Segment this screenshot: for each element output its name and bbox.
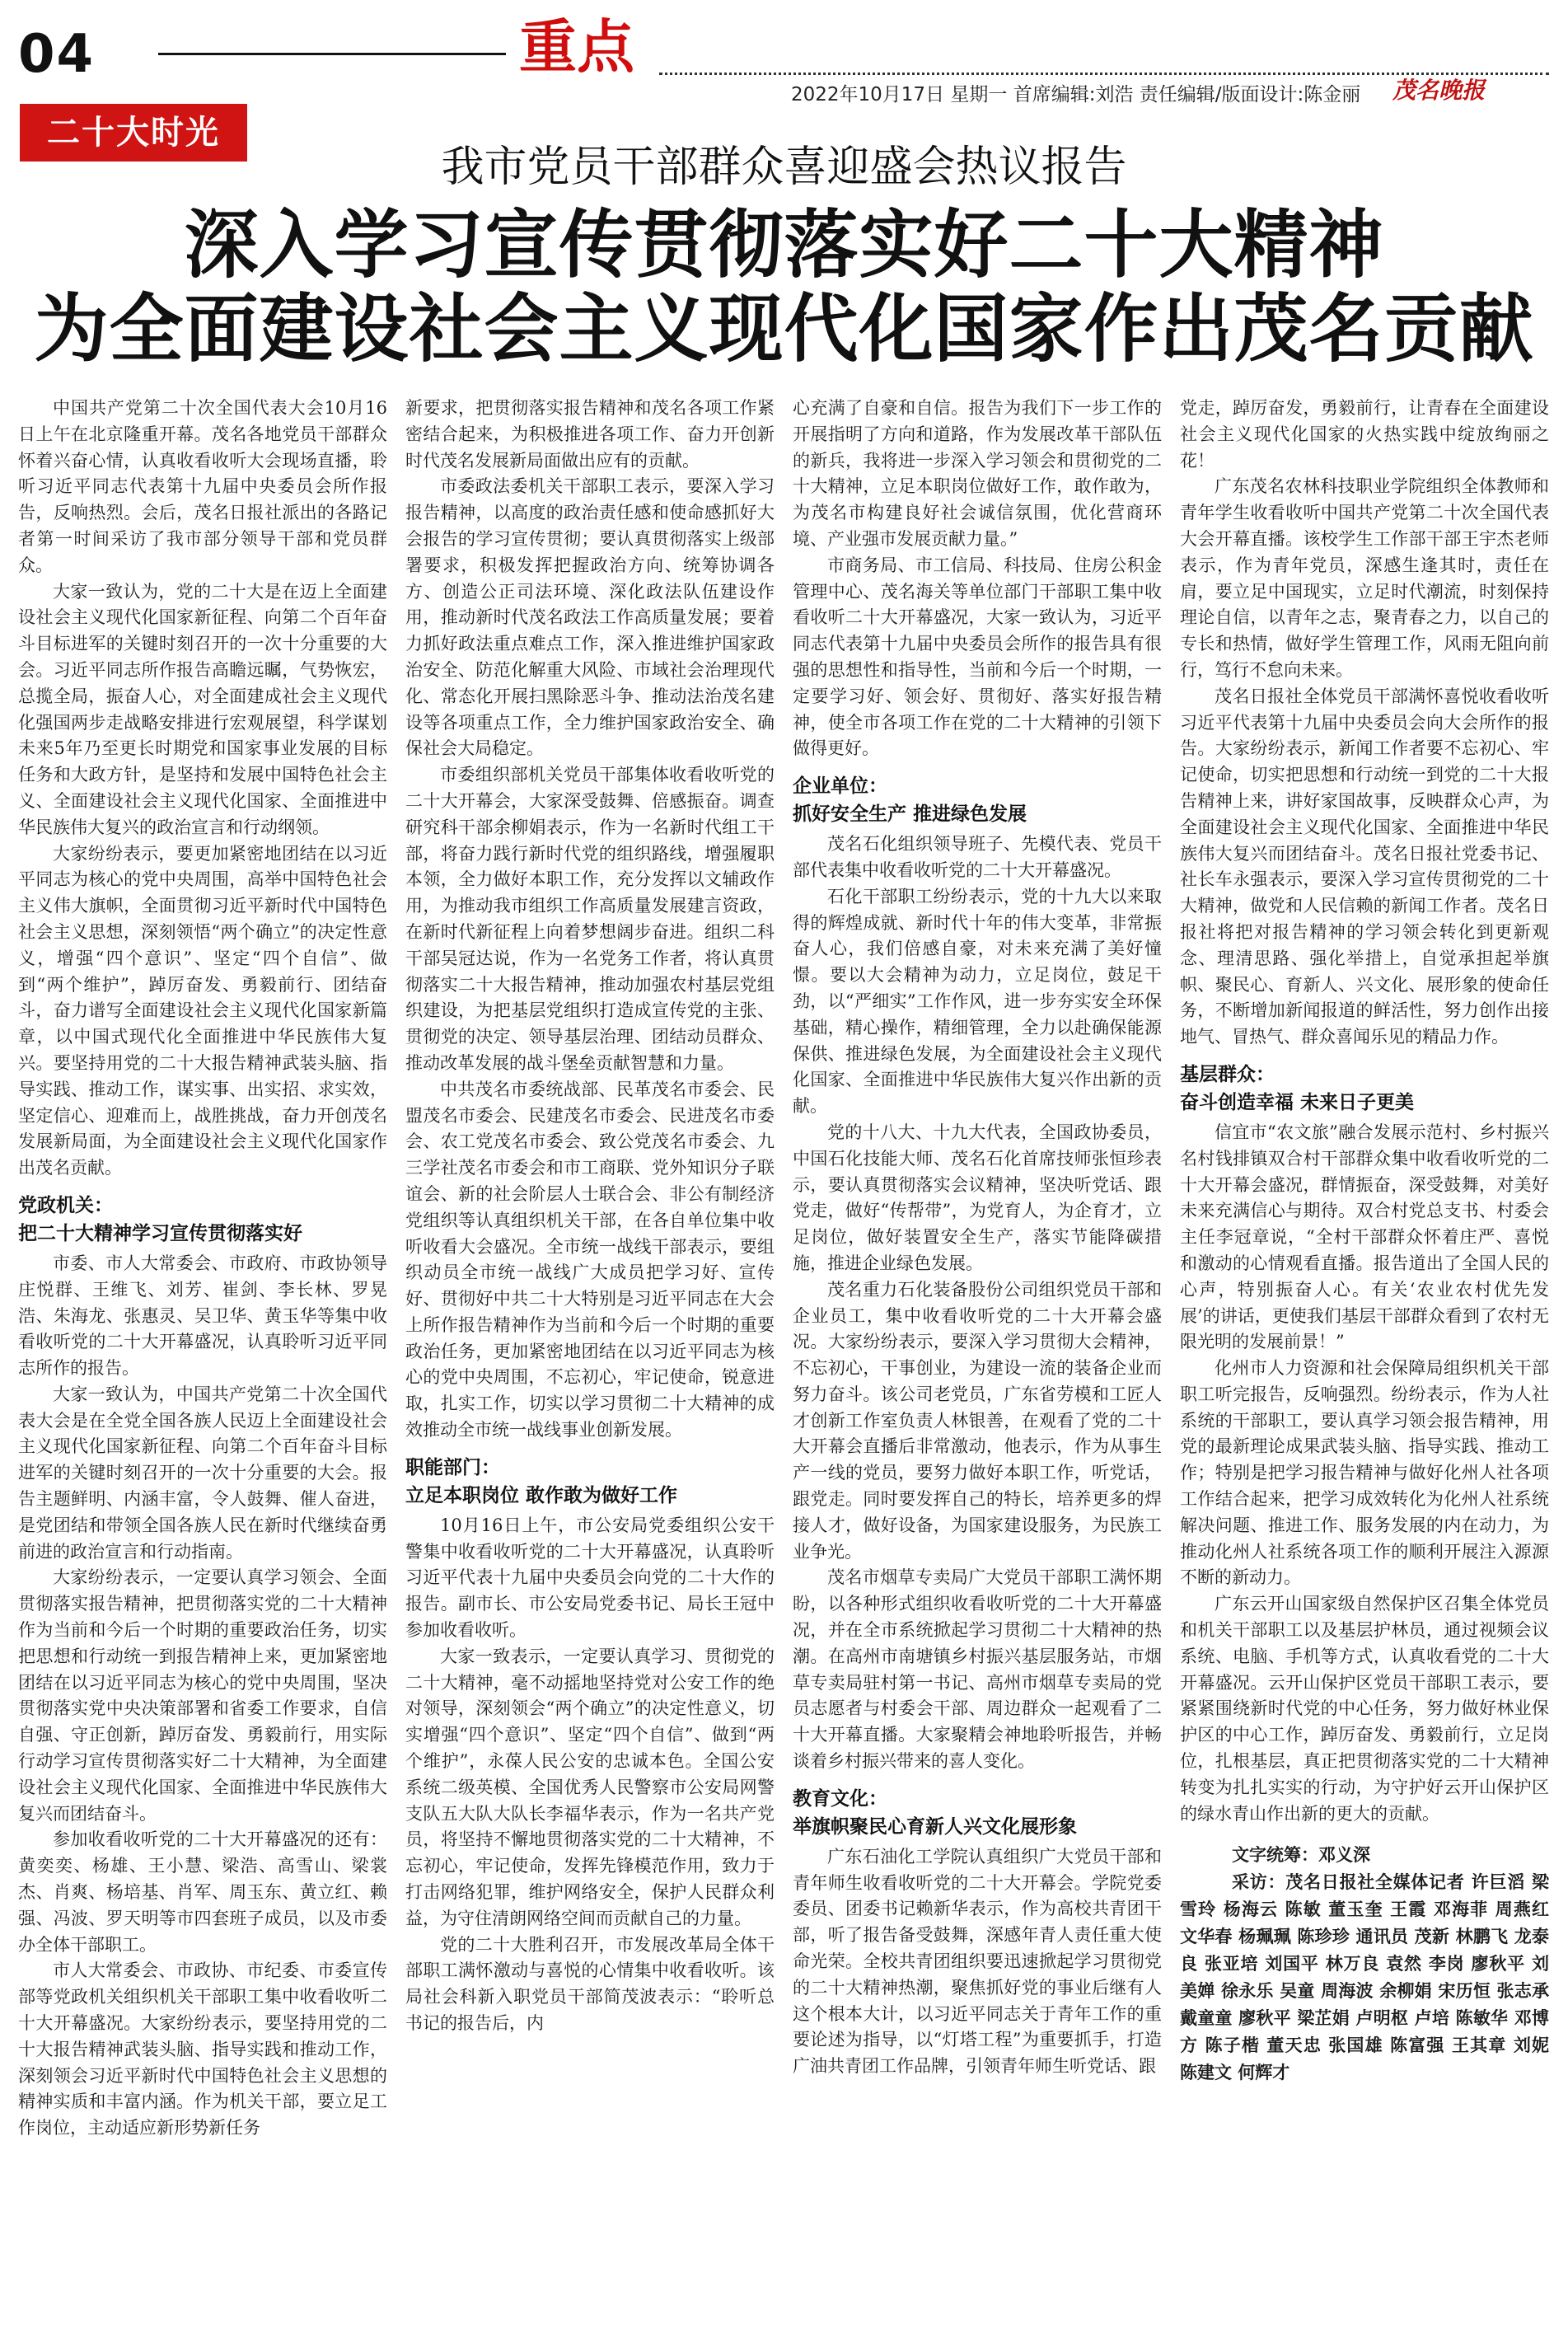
paragraph: 中国共产党第二十次全国代表大会10月16日上午在北京隆重开幕。茂名各地党员干部群众怀着兴奋心情，认真收看收听大会现场直播，聆听习近平同志代表第十九届中央委员会所作报告，反响热烈。会后，茂名日报社派出的各路记者第一时间采访了我市部分领导干部和党员群众。 [18,398,387,575]
paragraph: 中共茂名市委统战部、民革茂名市委会、民盟茂名市委会、民建茂名市委会、民进茂名市委会、农工党茂名市委会、致公党茂名市委会、九三学社茂名市委会和市工商联、党外知识分子联谊会、新的社会阶层人士联合会、非公有制经济党组织等认真组织机关干部，在各自单位集中收听收看大会盛况。全市统一战线干部表示，要组织动员全市统一战线广大成员把学习好、宣传好、贯彻好中共二十大特别是习近平同志在大会上所作报告精神作为当前和今后一个时期的重要政治任务，更加紧密地团结在以习近平同志为核心的党中央周围，不忘初心，牢记使命，锐意进取，扎实工作，切实以学习贯彻二十大精神的成效推动全市统一战线事业创新发展。 [405,1079,775,1440]
paragraph: 茂名石化组织领导班子、先模代表、党员干部代表集中收看收听党的二十大开幕盛况。 [793,834,1162,880]
main-headline-line-2: 为全面建设社会主义现代化国家作出茂名贡献 [34,286,1534,372]
subheading-title: 抓好安全生产 推进绿色发展 [793,803,1027,826]
column-4 [1180,396,1549,2307]
section-title: 重点 [519,13,634,81]
issue-info: 2022年10月17日 星期一 首席编辑:刘浩 责任编辑/版面设计:陈金丽 [791,84,1361,105]
credits-reporters-label: 采访：茂名日报社全媒体记者 [1232,1872,1465,1893]
paragraph: 市委组织部机关党员干部集体收看收听党的二十大开幕会，大家深受鼓舞、倍感振奋。调查研究科干部余柳娟表示，作为一名新时代组工干部，将奋力践行新时代党的组织路线，增强履职本领，全力做好本职工作，充分发挥以文辅政作用，为推动我市组织工作高质量发展建言资政，在新时代新征程上向着梦想阔步奋进。组织二科干部吴冠达说，作为一名党务工作者，将认真贯彻落实二十大报告精神，推动加强农村基层党组织建设，为把基层党组织打造成宣传党的主张、贯彻党的决定、领导基层治理、团结动员群众、推动改革发展的战斗堡垒贡献智慧和力量。 [405,765,775,1073]
main-headline-line-1: 深入学习宣传贯彻落实好二十大精神 [184,202,1384,288]
paragraph: 党走，踔厉奋发，勇毅前行，让青春在全面建设社会主义现代化国家的火热实践中绽放绚丽之花！ [1180,398,1549,471]
paragraph: 大家一致表示，一定要认真学习、贯彻党的二十大精神，毫不动摇地坚持党对公安工作的绝对领导，深刻领会“两个确立”的决定性意义，切实增强“四个意识”、坚定“四个自信”、做到“两个维护”，永葆人民公安的忠诚本色。全国公安系统二级英模、全国优秀人民警察市公安局网警支队五大队大队长李福华表示，作为一名共产党员，将坚持不懈地贯彻落实党的二十大精神，不忘初心，牢记使命，发挥先锋模范作用，致力于打击网络犯罪，维护网络安全，保护人民群众利益，为守住清朗网络空间而贡献自己的力量。 [405,1646,775,1928]
subheading [405,1454,775,1510]
byline-credits [1180,1842,1549,2087]
kicker-headline: 我市党员干部群众喜迎盛会热议报告 [441,143,1127,192]
column-2 [405,396,775,2307]
subheading [1180,1061,1549,1117]
newspaper-logo: 茂名晚报 [1392,77,1486,104]
column-3 [793,396,1162,2307]
credits-editor: 文字统筹：邓义深 [1232,1845,1370,1866]
paragraph: 市委政法委机关干部职工表示，要深入学习报告精神，以高度的政治责任感和使命感抓好大会报告的学习宣传贯彻；要认真贯彻落实上级部署要求，积极发挥把握政治方向、统筹协调各方、创造公正司法环境、深化政法队伍建设作用，推动新时代茂名政法工作高质量发展；要着力抓好政法重点难点工作，深入推进维护国家政治安全、防范化解重大风险、市域社会治理现代化、常态化开展扫黑除恶斗争、推动法治茂名建设等各项重点工作，全力维护国家政治安全、确保社会大局稳定。 [405,476,775,759]
paragraph: 石化干部职工纷纷表示，党的十九大以来取得的辉煌成就、新时代十年的伟大变革，非常振奋人心，我们倍感自豪，对未来充满了美好憧憬。要以大会精神为动力，立足岗位，鼓足干劲，以“严细实”工作作风，进一步夯实安全环保基础，精心操作，精细管理，全力以赴确保能源保供、推进绿色发展，为全面建设社会主义现代化国家、全面推进中华民族伟大复兴作出新的贡献。 [793,886,1162,1117]
subheading-title: 立足本职岗位 敢作敢为做好工作 [405,1484,678,1506]
subheading-title: 奋斗创造幸福 未来日子更美 [1180,1091,1415,1113]
paragraph: 大家一致认为，党的二十大是在迈上全面建设社会主义现代化国家新征程、向第二个百年奋斗目标进军的关键时刻召开的一次十分重要的大会。习近平同志所作报告高瞻远瞩，气势恢宏，总揽全局，振奋人心，对全面建成社会主义现代化强国两步走战略安排进行宏观展望，科学谋划未来5年乃至更长时期党和国家事业发展的目标任务和大政方针，是坚持和发展中国特色社会主义、全面建设社会主义现代化国家、全面推进中华民族伟大复兴的政治宣言和行动纲领。 [18,581,387,837]
paragraph: 市人大常委会、市政协、市纪委、市委宣传部等党政机关组织机关干部职工集中收看收听二十大开幕盛况。大家纷纷表示，要坚持用党的二十大报告精神武装头脑、指导实践和推动工作，深刻领会习近平新时代中国特色社会主义思想的精神实质和丰富内涵。作为机关干部，要立足工作岗位，主动适应新形势新任务 [18,1960,387,2138]
column-1 [18,396,387,2307]
paragraph: 党的二十大胜利召开，市发展改革局全体干部职工满怀激动与喜悦的心情集中收看收听。该局社会科新入职党员干部简茂波表示：“聆听总书记的报告后，内 [405,1934,775,2034]
article-body [18,396,1551,2307]
paragraph: 心充满了自豪和自信。报告为我们下一步工作的开展指明了方向和道路，作为发展改革干部队伍的新兵，我将进一步深入学习领会和贯彻党的二十大精神，立足本职岗位做好工作，敢作敢为，为茂名市构建良好社会诚信氛围，优化营商环境、产业强市发展贡献力量。” [793,398,1162,549]
page-number: 04 [18,24,96,85]
topic-badge: 二十大时光 [20,104,247,162]
header-rule [158,53,506,55]
paragraph: 茂名市烟草专卖局广大党员干部职工满怀期盼，以各种形式组织收看收听党的二十大开幕盛况，并在全市系统掀起学习贯彻二十大精神的热潮。在高州市南塘镇乡村振兴基层服务站，市烟草专卖局驻村第一书记、高州市烟草专卖局的党员志愿者与村委会干部、周边群众一起观看了二十大开幕直播。大家聚精会神地聆听报告，并畅谈着乡村振兴带来的喜人变化。 [793,1567,1162,1772]
paragraph: 市委、市人大常委会、市政府、市政协领导庄悦群、王维飞、刘芳、崔剑、李长林、罗晃浩、朱海龙、张惠灵、吴卫华、黄玉华等集中收看收听党的二十大开幕盛况，认真聆听习近平同志所作的报告。 [18,1253,387,1379]
subheading-label: 党政机关： [18,1194,113,1216]
paragraph: 参加收看收听党的二十大开幕盛况的还有：黄奕奕、杨雄、王小慧、梁浩、高雪山、梁裳杰、肖爽、杨培基、肖军、周玉东、黄立红、赖强、冯波、罗天明等市四套班子成员，以及市委办全体干部职工。 [18,1829,387,1955]
paragraph: 大家纷纷表示，一定要认真学习领会、全面贯彻落实报告精神，把贯彻落实党的二十大精神作为当前和今后一个时期的重要政治任务，切实把思想和行动统一到报告精神上来，更加紧密地团结在以习近平同志为核心的党中央周围，坚决贯彻落实党中央决策部署和省委工作要求，自信自强、守正创新，踔厉奋发、勇毅前行，用实际行动学习宣传贯彻落实好二十大精神，为全面建设社会主义现代化国家、全面推进中华民族伟大复兴而团结奋斗。 [18,1567,387,1824]
paragraph: 市商务局、市工信局、科技局、住房公积金管理中心、茂名海关等单位部门干部职工集中收看收听二十大开幕盛况，大家一致认为，习近平同志代表第十九届中央委员会所作的报告具有很强的思想性和指导性，当前和今后一个时期，一定要学习好、领会好、贯彻好、落实好报告精神，使全市各项工作在党的二十大精神的引领下做得更好。 [793,555,1162,759]
paragraph: 大家纷纷表示，要更加紧密地团结在以习近平同志为核心的党中央周围，高举中国特色社会主义伟大旗帜，全面贯彻习近平新时代中国特色社会主义思想，深刻领悟“两个确立”的决定性意义，增强“四个意识”、坚定“四个自信”、做到“两个维护”，踔厉奋发、勇毅前行、团结奋斗，奋力谱写全面建设社会主义现代化国家新篇章，以中国式现代化全面推进中华民族伟大复兴。要坚持用党的二十大报告精神武装头脑、指导实践、推动工作，谋实事、出实招、求实效，坚定信心、迎难而上，战胜挑战，奋力开创茂名发展新局面，为全面建设社会主义现代化国家作出茂名贡献。 [18,843,387,1178]
paragraph: 广东云开山国家级自然保护区召集全体党员和机关干部职工以及基层护林员，通过视频会议系统、电脑、手机等方式，认真收看党的二十大开幕盛况。云开山保护区党员干部职工表示，要紧紧围绕新时代党的中心任务，努力做好林业保护区的中心工作，踔厉奋发、勇毅前行，立足岗位，扎根基层，真正把贯彻落实党的二十大精神转变为扎扎实实的行动，为守护好云开山保护区的绿水青山作出新的更大的贡献。 [1180,1594,1549,1824]
subheading-label: 基层群众： [1180,1063,1275,1085]
paragraph: 广东茂名农林科技职业学院组织全体教师和青年学生收看收听中国共产党第二十次全国代表大会开幕直播。该校学生工作部干部王宇杰老师表示，作为青年党员，深感生逢其时，责任在肩，要立足中国现实，立足时代潮流，时刻保持理论自信，以青年之志，聚青春之力，以自己的专长和热情，做好学生管理工作，风雨无阻向前行，笃行不怠向未来。 [1180,476,1549,680]
subheading [793,1785,1162,1841]
subheading-label: 教育文化： [793,1787,887,1810]
subheading [793,772,1162,828]
paragraph: 10月16日上午，市公安局党委组织公安干警集中收看收听党的二十大开幕盛况，认真聆听习近平代表十九届中央委员会向党的二十大作的报告。副市长、市公安局党委书记、局长王冠中参加收看收听。 [405,1515,775,1641]
credits-names: 许巨滔 梁雪玲 杨海云 陈敏 董玉奎 王霞 邓海菲 周燕红 文华春 杨珮珮 陈珍珍 通讯员 茂新 林鹏飞 龙泰良 张亚培 刘国平 林万良 袁然 李岗 廖秋平 刘美婵 徐永乐 吴童 周海波 余柳娟 宋历恒 张志承 戴童童 廖秋平 梁芷娟 卢明枢 卢培 陈敏华 邓博方 陈子楷 董天忠 张国雄 陈富强 王其章 刘妮 陈建文 何辉才 [1180,1872,1549,2083]
paragraph: 化州市人力资源和社会保障局组织机关干部职工听完报告，反响强烈。纷纷表示，作为人社系统的干部职工，要认真学习领会报告精神，用党的最新理论成果武装头脑、指导实践、推动工作；特别是把学习报告精神与做好化州人社各项工作结合起来，把学习成效转化为化州人社系统解决问题、推进工作、服务发展的内在动力，为推动化州人社系统各项工作的顺利开展注入源源不断的新动力。 [1180,1358,1549,1588]
subheading-label: 企业单位： [793,775,887,798]
paragraph: 茂名日报社全体党员干部满怀喜悦收看收听习近平代表第十九届中央委员会向大会所作的报告。大家纷纷表示，新闻工作者要不忘初心、牢记使命，切实把思想和行动统一到党的二十大报告精神上来，讲好家国故事，反映群众心声，为全面建设社会主义现代化国家、全面推进中华民族伟大复兴而团结奋斗。茂名日报社党委书记、社长车永强表示，要深入学习宣传贯彻党的二十大精神，做党和人民信赖的新闻工作者。茂名日报社将把对报告精神的学习领会转化到更新观念、理清思路、强化举措上，自觉承担起举旗帜、聚民心、育新人、兴文化、展形象的使命任务，不断增加新闻报道的鲜活性，努力创作出接地气、冒热气、群众喜闻乐见的精品力作。 [1180,686,1549,1047]
paragraph: 信宜市“农文旅”融合发展示范村、乡村振兴名村钱排镇双合村干部群众集中收看收听党的二十大开幕会盛况，群情振奋，深受鼓舞，对美好未来充满信心与期待。双合村党总支书、村委会主任李冠章说，“全村干部群众怀着庄严、喜悦和激动的心情观看直播。报告道出了全国人民的心声，特别振奋人心。有关‘农业农村优先发展’的讲话，更使我们基层干部群众看到了农村无限光明的发展前景！” [1180,1122,1549,1352]
paragraph: 党的十八大、十九大代表，全国政协委员，中国石化技能大师、茂名石化首席技师张恒珍表示，要认真贯彻落实会议精神，坚决听党话、跟党走，做好“传帮带”，为党育人，为企育才，立足岗位，做好装置安全生产，落实节能降碳措施，推进企业绿色发展。 [793,1122,1162,1273]
paragraph: 广东石油化工学院认真组织广大党员干部和青年师生收看收听党的二十大开幕会。学院党委委员、团委书记赖新华表示，作为高校共青团干部，听了报告备受鼓舞，深感年青人责任重大使命光荣。全校共青团组织要迅速掀起学习贯彻党的二十大精神热潮，聚焦抓好党的事业后继有人这个根本大计，以习近平同志关于青年工作的重要论述为指导，以“灯塔工程”为重要抓手，打造广油共青团工作品牌，引领青年师生听党话、跟 [793,1846,1162,2077]
subheading [18,1192,387,1248]
paragraph: 茂名重力石化装备股份公司组织党员干部和企业员工，集中收看收听党的二十大开幕会盛况。大家纷纷表示，要深入学习贯彻大会精神，不忘初心，干事创业，为建设一流的装备企业而努力奋斗。该公司老党员，广东省劳模和工匠人才创新工作室负责人林银善，在观看了党的二十大开幕会直播后非常激动，他表示，作为从事生产一线的党员，要努力做好本职工作，听党话，跟党走。同时要发挥自己的特长，培养更多的焊接人才，做好设备，为国家建设服务，为民族工业争光。 [793,1279,1162,1562]
subheading-label: 职能部门： [405,1456,500,1478]
subheading-title: 把二十大精神学习宣传贯彻落实好 [18,1222,302,1244]
paragraph: 大家一致认为，中国共产党第二十次全国代表大会是在全党全国各族人民迈上全面建设社会主义现代化国家新征程、向第二个百年奋斗目标进军的关键时刻召开的一次十分重要的大会。报告主题鲜明、内涵丰富，令人鼓舞、催人奋进，是党团结和带领全国各族人民在新时代继续奋勇前进的政治宣言和行动指南。 [18,1384,387,1562]
paragraph: 新要求，把贯彻落实报告精神和茂名各项工作紧密结合起来，为积极推进各项工作、奋力开创新时代茂名发展新局面做出应有的贡献。 [405,398,775,471]
subheading-title: 举旗帜聚民心育新人兴文化展形象 [793,1815,1077,1838]
